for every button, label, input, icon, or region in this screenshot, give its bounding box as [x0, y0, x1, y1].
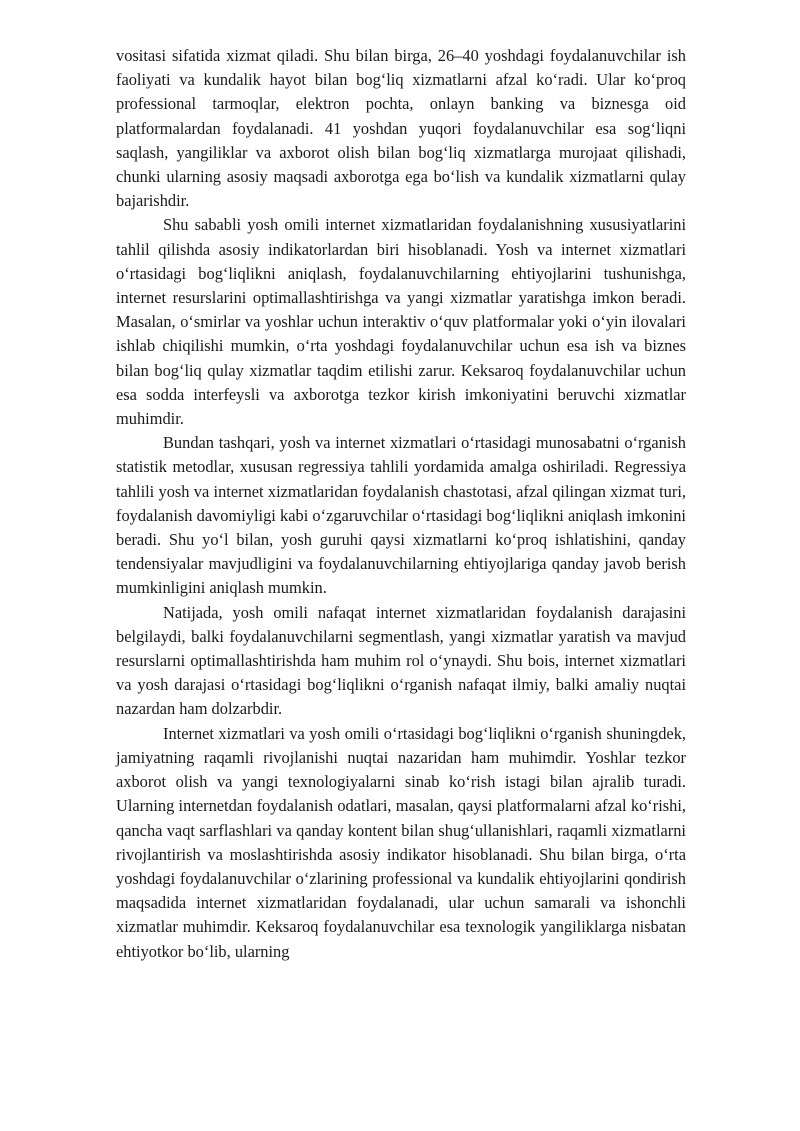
paragraph-conclusion: Natijada, yosh omili nafaqat internet xizmatlaridan foydalanish darajasini belgilaydi, balki foydalanuvchilarni segmentlash, yangi xizmatlar yaratish va mavjud resurslarni optimallashtirishda ham muhim rol o‘ynaydi. Shu bois, internet xizmatlari va yosh darajasi o‘rtasidagi bog‘liqlikni o‘rganish nafaqat ilmiy, balki amaliy nuqtai nazardan ham dolzarbdir.: [116, 602, 686, 719]
paragraph-digital-development: Internet xizmatlari va yosh omili o‘rtasidagi bog‘liqlikni o‘rganish shuningdek, jamiyatning raqamli rivojlanishi nuqtai nazaridan ham muhimdir. Yoshlar tezkor axborot olish va yangi texnologiyalarni sinab ko‘rish istagi bilan ajralib turadi. Ularning internetdan foydalanish odatlari, masalan, qaysi platformalarni afzal ko‘rishi, qancha vaqt sarflashlari va qanday kontent bilan shug‘ullanishlari, raqamli xizmatlarni rivojlantirish va moslashtirishda asosiy indikator hisoblanadi. Shu bilan birga, o‘rta yoshdagi foydalanuvchilar o‘zlarining professional va kundalik ehtiyojlarini qondirish maqsadida internet xizmatlaridan foydalanadi, ular uchun samarali va ishonchli xizmatlar muhimdir. Keksaroq foydalanuvchilar esa texnologik yangiliklarga nisbatan ehtiyotkor bo‘lib, ularning: [116, 723, 686, 961]
paragraph-age-factor: Shu sababli yosh omili internet xizmatlaridan foydalanishning xususiyatlarini tahlil qilishda asosiy indikatorlardan biri hisoblanadi. Yosh va internet xizmatlari o‘rtasidagi bog‘liqlikni aniqlash, foydalanuvchilarning ehtiyojlarini tushunishga, internet resurslarini optimallashtirishga va yangi xizmatlar yaratishga imkon beradi. Masalan, o‘smirlar va yoshlar uchun interaktiv o‘quv platformalar yoki o‘yin ilovalari ishlab chiqilishi mumkin, o‘rta yoshdagi foydalanuvchilar uchun esa ish va biznes bilan bog‘liq qulay xizmatlar taqdim etilishi zarur. Keksaroq foydalanuvchilar uchun esa sodda interfeysli va axborotga tezkor kirish imkoniyatini beruvchi xizmatlar muhimdir.: [116, 215, 686, 429]
document-page: [116, 44, 686, 964]
paragraph-continuation: vositasi sifatida xizmat qiladi. Shu bilan birga, 26–40 yoshdagi foydalanuvchilar ish faoliyati va kundalik hayot bilan bog‘liq xizmatlarni afzal ko‘radi. Ular ko‘proq professional tarmoqlar, elektron pochta, onlayn banking va biznesga oid platformalardan foydalanadi. 41 yoshdan yuqori foydalanuvchilar esa sog‘liqni saqlash, yangiliklar va axborot olish bilan bog‘liq xizmatlarga murojaat qilishadi, chunki ularning asosiy maqsadi axborotga ega bo‘lish va kundalik xizmatlarni qulay bajarishdir.: [116, 46, 686, 211]
paragraph-regression-analysis: Bundan tashqari, yosh va internet xizmatlari o‘rtasidagi munosabatni o‘rganish statistik metodlar, xususan regressiya tahlili yordamida amalga oshiriladi. Regressiya tahlili yosh va internet xizmatlaridan foydalanish chastotasi, afzal qilingan xizmat turi, foydalanish davomiyligi kabi o‘zgaruvchilar o‘rtasidagi bog‘liqlikni aniqlash imkonini beradi. Shu yo‘l bilan, yosh guruhi qaysi xizmatlarni ko‘proq ishlatishini, qanday tendensiyalar mavjudligini va foydalanuvchilarning ehtiyojlariga qanday javob berish mumkinligini aniqlash mumkin.: [116, 433, 686, 598]
